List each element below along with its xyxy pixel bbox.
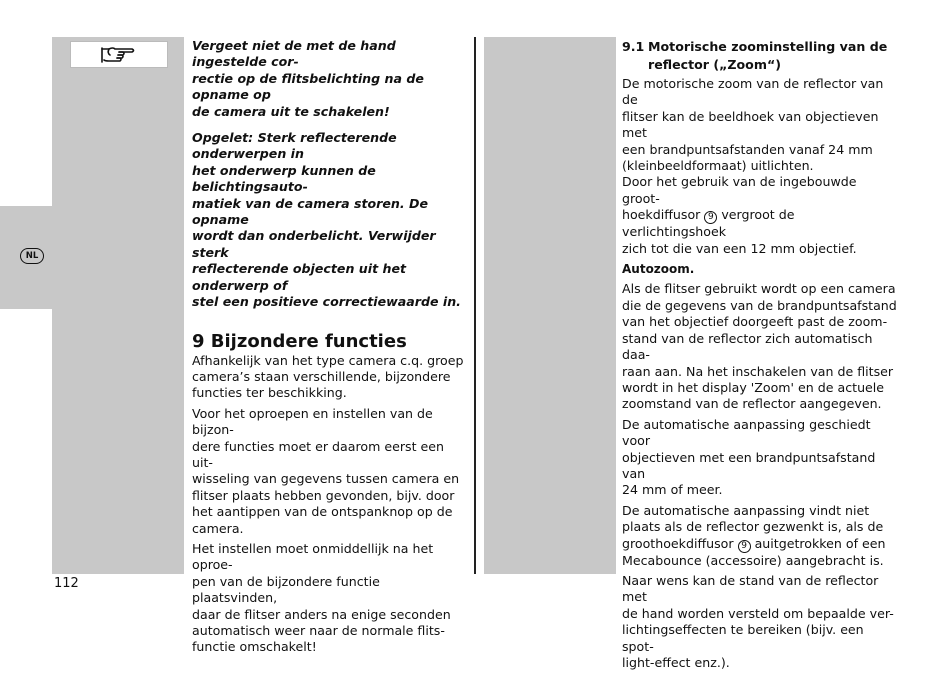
- paragraph: Voor het oproepen en instellen van de bijzon- dere functies moet er daarom eerst een uit- wisseling van gegevens tussen camera en flitser plaats hebben gevonden, bijv. door het aantippen van de ontspanknop op de camera.: [192, 405, 460, 536]
- paragraph: Als de flitser gebruikt wordt op een camera die de gegevens van de brandpuntsafstand van het objectief doorgeeft past de zoom- stand van de reflector zich automatisch daa- raan aan. Na het inschakelen van de flitser wordt in het display 'Zoom' en de actuele zoomstand van de reflector aangegeven.: [622, 281, 897, 412]
- paragraph: [622, 174, 898, 257]
- reference-number: 9: [738, 540, 751, 553]
- paragraph: De automatische aanpassing geschiedt voor objectieven met een brandpuntsafstand van 24 mm of meer.: [622, 416, 876, 498]
- paragraph-text: Door het gebruik van de ingebouwde groot- hoekdiffusor: [622, 174, 857, 223]
- subsection-title: Motorische zoominstelling van de reflector („Zoom“): [648, 39, 888, 72]
- paragraph: De motorische zoom van de reflector van de flitser kan de beeldhoek van objectieven met een brandpuntsafstanden vanaf 24 mm (kleinbeeldformaat) uitlichten.: [622, 76, 884, 174]
- section-heading: 9 Bijzondere functies: [192, 330, 407, 352]
- paragraph-text: De automatische aanpassing vindt niet plaats als de reflector gezwenkt is, als de groothoekdiffusor: [622, 502, 884, 551]
- right-margin-column: [484, 37, 616, 574]
- note-icon-box: [70, 41, 168, 68]
- autozoom-subheading: Autozoom.: [622, 262, 695, 277]
- column-divider: [474, 37, 476, 574]
- paragraph: Naar wens kan de stand van de reflector met de hand worden versteld om bepaalde ver- lichtingseffecten te bereiken (bijv. een spot- light-effect enz.).: [622, 572, 894, 670]
- left-column: [192, 38, 468, 660]
- paragraph: Afhankelijk van het type camera c.q. groep camera’s staan verschillende, bijzondere functies ter beschikking.: [192, 352, 464, 401]
- right-column: [622, 38, 898, 675]
- page-number: 112: [54, 576, 79, 591]
- note-reflective-subjects: Opgelet: Sterk reflecterende onderwerpen in het onderwerp kunnen de belichtingsauto- matiek van de camera storen. De opname wordt dan onderbelicht. Verwijder sterk reflecterende objecten uit het onderwerp of stel een positieve correctiewaarde in.: [192, 130, 461, 310]
- paragraph: Het instellen moet onmiddellijk na het oproe- pen van de bijzondere functie plaatsvinden, daar de flitser anders na enige seconden automatisch weer naar de normale flits- functie omschakelt!: [192, 540, 451, 655]
- reference-number: 9: [704, 211, 717, 224]
- left-margin-column: [52, 37, 184, 574]
- note-flash-correction: Vergeet niet de met de hand ingestelde cor- rectie op de flitsbelichting na de opname op de camera uit te schakelen!: [192, 38, 424, 119]
- paragraph-text: vergroot de verlichtingshoek zich tot die van een 12 mm objectief.: [622, 207, 857, 256]
- notes: [192, 38, 468, 311]
- subsection-heading: [622, 38, 898, 74]
- paragraph-text: auitgetrokken of een Mecabounce (accessoire) aangebracht is.: [622, 535, 886, 568]
- pointing-hand-icon: [99, 44, 139, 66]
- language-badge: [20, 248, 44, 264]
- subsection-number: 9.1: [622, 39, 645, 54]
- paragraph: [622, 503, 898, 569]
- language-badge-label: NL: [25, 251, 39, 261]
